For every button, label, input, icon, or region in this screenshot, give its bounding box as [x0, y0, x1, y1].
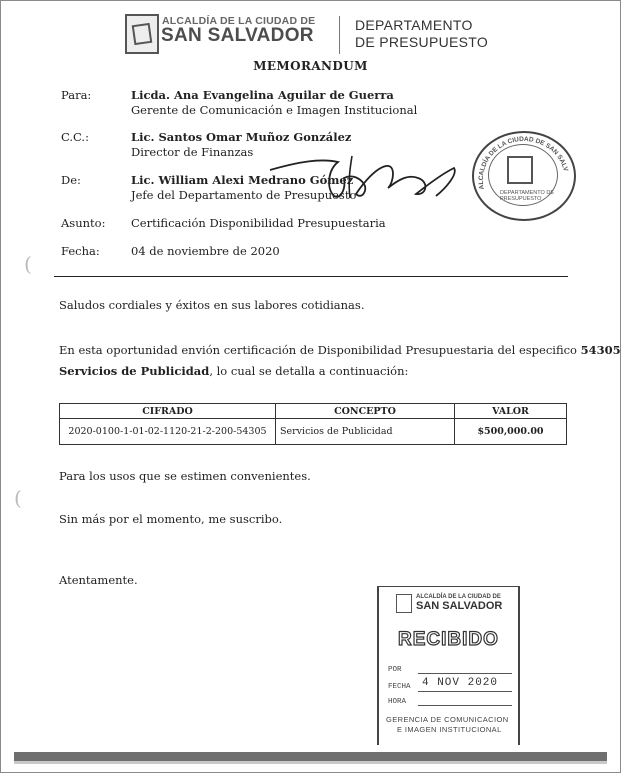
- received-hora-label: HORA: [388, 698, 407, 706]
- received-alcaldia-line2: SAN SALVADOR: [416, 600, 503, 612]
- intro-part1: En esta oportunidad envión certificación de Disponibilidad Presupuestaria del especifico: [59, 343, 577, 357]
- received-fecha-label: FECHA: [388, 683, 411, 691]
- para-label: Para:: [61, 88, 92, 102]
- seal-arc-label: ALCALDÍA DE LA CIUDAD DE SAN SALVADOR: [469, 126, 569, 190]
- department-line2: DE PRESUPUESTO: [355, 34, 489, 50]
- received-alcaldia-line1: ALCALDÍA DE LA CIUDAD DE: [416, 594, 501, 600]
- alcaldia-logo-icon: [125, 14, 159, 54]
- intro-line1: [59, 343, 621, 357]
- intro-line2: [59, 364, 408, 378]
- para-name: Licda. Ana Evangelina Aguilar de Guerra: [131, 88, 394, 102]
- margin-punch-mark: (: [14, 486, 22, 510]
- received-date: 4 NOV 2020: [422, 677, 499, 689]
- de-role: Jefe del Departamento de Presupuesto: [131, 188, 357, 202]
- seal-department-text: [500, 190, 554, 202]
- cell-valor: $500,000.00: [455, 419, 567, 445]
- seal-dept-line2: PRESUPUESTO: [500, 196, 542, 202]
- cc-role: Director de Finanzas: [131, 145, 254, 159]
- margin-punch-mark: (: [24, 252, 32, 276]
- intro-code: 54305: [580, 343, 621, 357]
- signature: [268, 148, 468, 204]
- received-hora-line: [418, 705, 512, 706]
- col-header-valor: VALOR: [455, 404, 567, 419]
- col-header-concepto: CONCEPTO: [276, 404, 455, 419]
- closing-text: Sin más por el momento, me suscribo.: [59, 512, 283, 526]
- fecha-value: 04 de noviembre de 2020: [131, 244, 280, 258]
- budget-table: [59, 403, 567, 445]
- header-rule: [54, 276, 568, 277]
- alcaldia-line1: ALCALDÍA DE LA CIUDAD DE: [162, 15, 316, 27]
- received-footer-line1: GERENCIA DE COMUNICACION: [386, 715, 509, 724]
- intro-part2: , lo cual se detalla a continuación:: [209, 364, 409, 378]
- col-header-cifrado: CIFRADO: [60, 404, 276, 419]
- header-divider: [339, 16, 340, 54]
- received-por-label: POR: [388, 666, 402, 674]
- cell-concepto: Servicios de Publicidad: [276, 419, 455, 445]
- signoff-text: Atentamente.: [59, 573, 138, 587]
- scan-bottom-band-shadow: [14, 761, 607, 764]
- received-fecha-line: [418, 691, 512, 692]
- asunto-label: Asunto:: [61, 216, 106, 230]
- de-label: De:: [61, 173, 81, 187]
- received-title: RECIBIDO: [398, 629, 499, 650]
- seal-shield-icon: [507, 156, 533, 184]
- intro-name: Servicios de Publicidad: [59, 364, 210, 378]
- memo-title: MEMORANDUM: [253, 59, 368, 73]
- received-footer-line2: E IMAGEN INSTITUCIONAL: [397, 725, 502, 734]
- table-header-row: [60, 404, 567, 419]
- seal-dept-line1: DEPARTAMENTO DE: [500, 190, 554, 196]
- cc-name: Lic. Santos Omar Muñoz González: [131, 130, 352, 144]
- alcaldia-line2: SAN SALVADOR: [161, 25, 314, 46]
- cc-label: C.C.:: [61, 130, 89, 144]
- usos-text: Para los usos que se estimen convenientes.: [59, 469, 311, 483]
- de-name: Lic. William Alexi Medrano Gómez: [131, 173, 354, 187]
- asunto-value: Certificación Disponibilidad Presupuestaria: [131, 216, 386, 230]
- received-stamp-logo-icon: [396, 594, 412, 613]
- scan-bottom-band: [14, 752, 607, 761]
- cell-cifrado: 2020-0100-1-01-02-1120-21-2-200-54305: [60, 419, 276, 445]
- table-row: [60, 419, 567, 445]
- department-line1: DEPARTAMENTO: [355, 17, 473, 33]
- para-role: Gerente de Comunicación e Imagen Institucional: [131, 103, 418, 117]
- greeting: Saludos cordiales y éxitos en sus labores cotidianas.: [59, 298, 365, 312]
- received-por-line: [418, 673, 512, 674]
- fecha-label: Fecha:: [61, 244, 100, 258]
